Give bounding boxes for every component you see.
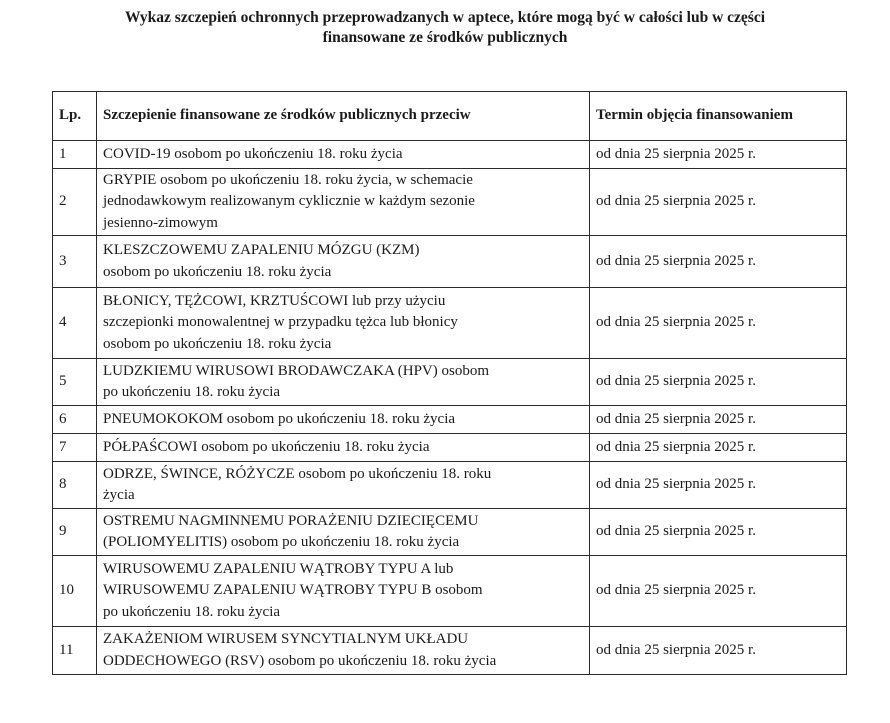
table-row xyxy=(53,236,847,288)
table-row xyxy=(53,359,847,406)
table-row xyxy=(53,627,847,675)
vaccination-text-line: po ukończeniu 18. roku życia xyxy=(103,603,281,620)
document-title-line-2: finansowane ze środków publicznych xyxy=(322,29,568,46)
table-row xyxy=(53,462,847,509)
row-lp: 10 xyxy=(53,556,97,627)
vaccination-text-line: szczepionki monowalentnej w przypadku tężca lub błonicy xyxy=(103,314,458,331)
row-vaccination xyxy=(97,627,590,675)
row-vaccination xyxy=(97,462,590,509)
row-vaccination xyxy=(97,406,590,434)
row-lp: 9 xyxy=(53,509,97,556)
row-lp: 7 xyxy=(53,434,97,462)
row-term: od dnia 25 sierpnia 2025 r. xyxy=(590,462,847,509)
row-term: od dnia 25 sierpnia 2025 r. xyxy=(590,434,847,462)
header-lp: Lp. xyxy=(53,92,97,141)
row-lp: 5 xyxy=(53,359,97,406)
row-lp: 11 xyxy=(53,627,97,675)
row-vaccination xyxy=(97,236,590,288)
row-term: od dnia 25 sierpnia 2025 r. xyxy=(590,141,847,169)
vaccination-text-line: BŁONICY, TĘŻCOWI, KRZTUŚCOWI lub przy użyciu xyxy=(103,292,446,309)
row-lp: 2 xyxy=(53,169,97,236)
row-lp: 8 xyxy=(53,462,97,509)
header-vaccination: Szczepienie finansowane ze środków publicznych przeciw xyxy=(97,92,590,141)
row-vaccination xyxy=(97,359,590,406)
vaccination-text-line: życia xyxy=(103,487,135,503)
row-vaccination xyxy=(97,288,590,359)
vaccination-text-line: OSTREMU NAGMINNEMU PORAŻENIU DZIECIĘCEMU xyxy=(103,512,479,529)
row-lp: 4 xyxy=(53,288,97,359)
vaccination-text-line: ODDECHOWEGO (RSV) osobom po ukończeniu 18. roku życia xyxy=(103,652,497,669)
row-term: od dnia 25 sierpnia 2025 r. xyxy=(590,556,847,627)
row-term: od dnia 25 sierpnia 2025 r. xyxy=(590,406,847,434)
vaccination-text-line: PÓŁPAŚCOWI osobom po ukończeniu 18. roku życia xyxy=(103,438,430,455)
vaccination-text-line: (POLIOMYELITIS) osobom po ukończeniu 18. roku życia xyxy=(103,534,460,550)
vaccination-text-line: jesienno-zimowym xyxy=(103,214,218,231)
row-vaccination xyxy=(97,169,590,236)
row-vaccination xyxy=(97,434,590,462)
vaccination-text-line: PNEUMOKOKOM osobom po ukończeniu 18. roku życia xyxy=(103,410,456,427)
table-body xyxy=(53,141,847,675)
table-row xyxy=(53,141,847,169)
row-vaccination xyxy=(97,556,590,627)
vaccination-text-line: osobom po ukończeniu 18. roku życia xyxy=(103,263,332,280)
document-title-line-1: Wykaz szczepień ochronnych przeprowadzanych w aptece, które mogą być w całości lub w części xyxy=(124,9,766,26)
vaccination-text-line: COVID-19 osobom po ukończeniu 18. roku życia xyxy=(103,145,403,162)
table-row xyxy=(53,509,847,556)
vaccination-text-line: po ukończeniu 18. roku życia xyxy=(103,384,281,400)
vaccination-text-line: LUDZKIEMU WIRUSOWI BRODAWCZAKA (HPV) osobom xyxy=(103,362,490,379)
row-vaccination xyxy=(97,141,590,169)
row-vaccination xyxy=(97,509,590,556)
row-lp: 3 xyxy=(53,236,97,288)
vaccination-text-line: ODRZE, ŚWINCE, RÓŻYCZE osobom po ukończeniu 18. roku xyxy=(103,465,492,482)
row-term: od dnia 25 sierpnia 2025 r. xyxy=(590,359,847,406)
row-term: od dnia 25 sierpnia 2025 r. xyxy=(590,627,847,675)
table-row xyxy=(53,556,847,627)
row-term: od dnia 25 sierpnia 2025 r. xyxy=(590,509,847,556)
table-row xyxy=(53,169,847,236)
row-term: od dnia 25 sierpnia 2025 r. xyxy=(590,236,847,288)
row-term: od dnia 25 sierpnia 2025 r. xyxy=(590,288,847,359)
vaccination-text-line: osobom po ukończeniu 18. roku życia xyxy=(103,335,332,352)
vaccination-text-line: KLESZCZOWEMU ZAPALENIU MÓZGU (KZM) xyxy=(103,242,420,258)
document-title xyxy=(0,8,890,48)
vaccination-text-line: GRYPIE osobom po ukończeniu 18. roku życia, w schemacie xyxy=(103,171,473,188)
vaccination-text-line: WIRUSOWEMU ZAPALENIU WĄTROBY TYPU B osobom xyxy=(103,582,483,599)
table-row xyxy=(53,406,847,434)
row-term: od dnia 25 sierpnia 2025 r. xyxy=(590,169,847,236)
header-term: Termin objęcia finansowaniem xyxy=(590,92,847,141)
vaccination-text-line: WIRUSOWEMU ZAPALENIU WĄTROBY TYPU A lub xyxy=(103,560,454,577)
vaccination-table xyxy=(52,91,847,675)
row-lp: 6 xyxy=(53,406,97,434)
vaccination-text-line: jednodawkowym realizowanym cyklicznie w każdym sezonie xyxy=(103,193,475,210)
table-header-row xyxy=(53,92,847,141)
table-row xyxy=(53,434,847,462)
table-row xyxy=(53,288,847,359)
row-lp: 1 xyxy=(53,141,97,169)
vaccination-text-line: ZAKAŻENIOM WIRUSEM SYNCYTIALNYM UKŁADU xyxy=(103,631,469,647)
